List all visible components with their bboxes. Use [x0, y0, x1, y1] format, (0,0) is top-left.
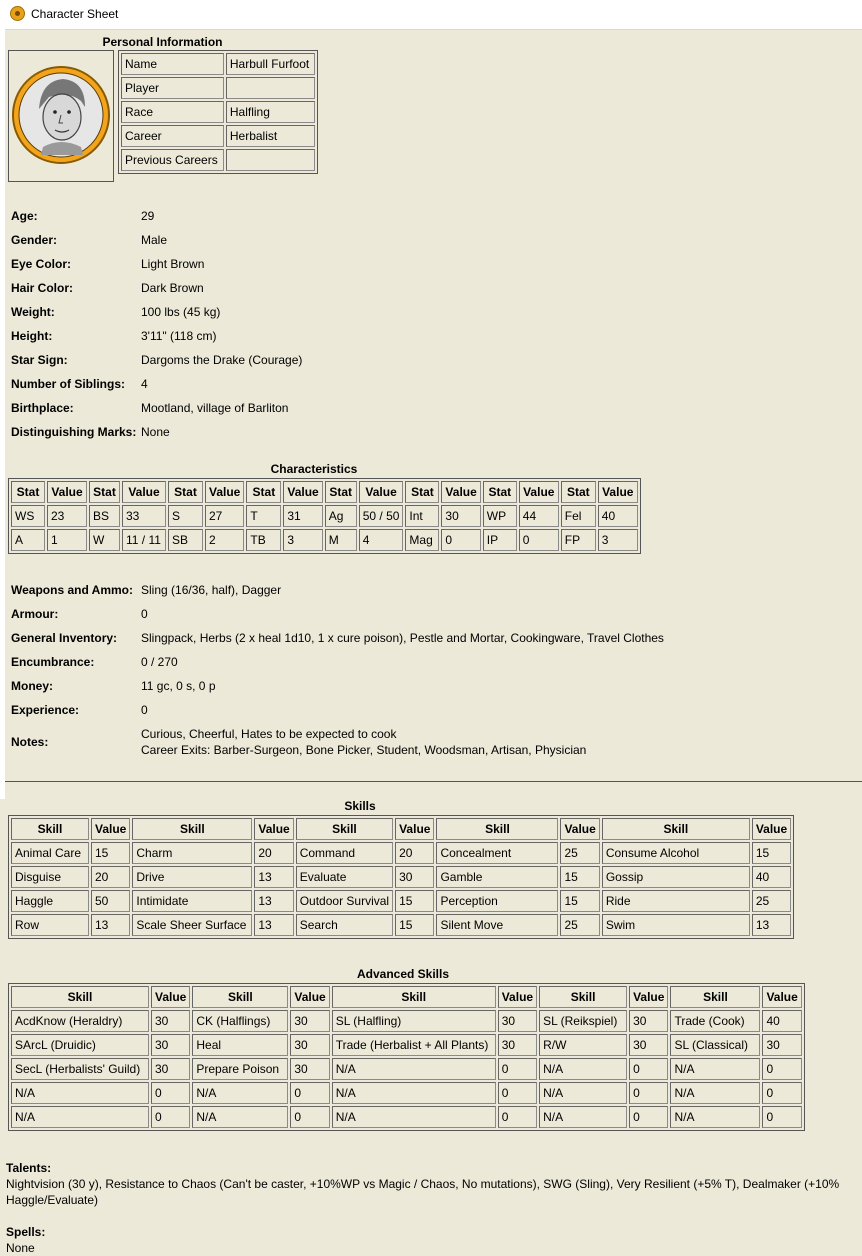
detail-value: Light Brown	[141, 257, 205, 271]
name-cell: N/A	[670, 1058, 760, 1080]
table-row	[11, 529, 638, 551]
name-cell: R/W	[539, 1034, 627, 1056]
value-cell: 13	[254, 866, 293, 888]
value-cell: 0	[441, 529, 480, 551]
name-cell: Row	[11, 914, 89, 936]
value-cell: 20	[254, 842, 293, 864]
value-cell: 15	[395, 914, 434, 936]
column-header: Stat	[405, 481, 439, 503]
name-cell: N/A	[539, 1058, 627, 1080]
advanced-skills-table	[8, 983, 805, 1131]
column-header: Skill	[602, 818, 750, 840]
column-header: Skill	[436, 818, 558, 840]
table-row	[11, 1082, 802, 1104]
personal-info-table	[118, 50, 318, 174]
name-cell: N/A	[11, 1082, 149, 1104]
personal-value	[226, 149, 315, 171]
column-header: Value	[395, 818, 434, 840]
table-row	[121, 53, 315, 75]
value-cell: 40	[598, 505, 638, 527]
talents-line: Haggle/Evaluate)	[6, 1193, 99, 1207]
value-cell: 15	[560, 866, 599, 888]
value-cell: 0	[629, 1106, 668, 1128]
value-cell: 30	[151, 1010, 190, 1032]
value-cell: 30	[290, 1010, 329, 1032]
name-cell: Outdoor Survival	[296, 890, 393, 912]
column-header: Value	[151, 986, 190, 1008]
value-cell: 0	[762, 1082, 801, 1104]
equipment-value: 0	[141, 607, 148, 621]
value-cell: 4	[359, 529, 404, 551]
name-cell: T	[246, 505, 281, 527]
name-cell: FP	[561, 529, 596, 551]
column-header: Value	[498, 986, 537, 1008]
column-header: Value	[283, 481, 322, 503]
value-cell: 25	[560, 842, 599, 864]
table-row	[121, 101, 315, 123]
name-cell: Perception	[436, 890, 558, 912]
detail-value: None	[141, 425, 170, 439]
value-cell: 3	[598, 529, 638, 551]
title-bar	[0, 0, 862, 30]
detail-value: Dargoms the Drake (Courage)	[141, 353, 303, 367]
name-cell: Evaluate	[296, 866, 393, 888]
value-cell: 33	[122, 505, 166, 527]
value-cell: 0	[519, 529, 559, 551]
name-cell: SL (Classical)	[670, 1034, 760, 1056]
name-cell: Fel	[561, 505, 596, 527]
column-header: Skill	[192, 986, 288, 1008]
personal-value: Herbalist	[226, 125, 315, 147]
name-cell: Concealment	[436, 842, 558, 864]
value-cell: 50	[91, 890, 130, 912]
value-cell: 13	[254, 914, 293, 936]
value-cell: 3	[283, 529, 322, 551]
detail-value: 4	[141, 377, 148, 391]
value-cell: 11 / 11	[122, 529, 166, 551]
name-cell: N/A	[332, 1058, 496, 1080]
name-cell: Consume Alcohol	[602, 842, 750, 864]
column-header: Value	[290, 986, 329, 1008]
value-cell: 40	[762, 1010, 801, 1032]
value-cell: 20	[91, 866, 130, 888]
table-row	[11, 1034, 802, 1056]
table-row	[121, 77, 315, 99]
detail-label: Hair Color:	[11, 281, 74, 295]
table-row	[11, 842, 791, 864]
value-cell: 15	[395, 890, 434, 912]
value-cell: 40	[752, 866, 791, 888]
column-header: Skill	[670, 986, 760, 1008]
notes-line: Career Exits: Barber-Surgeon, Bone Picker, Student, Woodsman, Artisan, Physician	[141, 743, 587, 757]
value-cell: 0	[290, 1082, 329, 1104]
table-row	[11, 505, 638, 527]
personal-label: Previous Careers	[121, 149, 224, 171]
value-cell: 0	[629, 1082, 668, 1104]
equipment-value: Slingpack, Herbs (2 x heal 1d10, 1 x cure poison), Pestle and Mortar, Cookingware, Travel Clothes	[141, 631, 664, 645]
name-cell: Ride	[602, 890, 750, 912]
section-divider	[5, 781, 862, 782]
column-header: Stat	[483, 481, 517, 503]
name-cell: Search	[296, 914, 393, 936]
name-cell: N/A	[539, 1082, 627, 1104]
name-cell: SB	[168, 529, 203, 551]
name-cell: Gamble	[436, 866, 558, 888]
detail-label: Weight:	[11, 305, 55, 319]
header-row	[11, 986, 802, 1008]
column-header: Stat	[168, 481, 203, 503]
equipment-label: Experience:	[11, 703, 80, 717]
table-row	[121, 149, 315, 171]
name-cell: N/A	[670, 1106, 760, 1128]
value-cell: 30	[498, 1010, 537, 1032]
column-header: Value	[560, 818, 599, 840]
name-cell: N/A	[332, 1082, 496, 1104]
name-cell: AcdKnow (Heraldry)	[11, 1010, 149, 1032]
name-cell: SecL (Herbalists' Guild)	[11, 1058, 149, 1080]
name-cell: Heal	[192, 1034, 288, 1056]
value-cell: 25	[560, 914, 599, 936]
column-header: Value	[762, 986, 801, 1008]
name-cell: A	[11, 529, 45, 551]
value-cell: 30	[151, 1058, 190, 1080]
value-cell: 30	[395, 866, 434, 888]
value-cell: 0	[498, 1058, 537, 1080]
name-cell: SL (Reikspiel)	[539, 1010, 627, 1032]
detail-value: 3'11" (118 cm)	[141, 329, 217, 343]
name-cell: N/A	[539, 1106, 627, 1128]
column-header: Skill	[539, 986, 627, 1008]
personal-label: Race	[121, 101, 224, 123]
value-cell: 30	[498, 1034, 537, 1056]
column-header: Skill	[332, 986, 496, 1008]
portrait-frame	[8, 50, 114, 182]
value-cell: 44	[519, 505, 559, 527]
value-cell: 30	[762, 1034, 801, 1056]
name-cell: S	[168, 505, 203, 527]
detail-value: Dark Brown	[141, 281, 204, 295]
column-header: Value	[629, 986, 668, 1008]
column-header: Stat	[561, 481, 596, 503]
value-cell: 30	[629, 1034, 668, 1056]
column-header: Value	[752, 818, 791, 840]
value-cell: 0	[151, 1106, 190, 1128]
column-header: Stat	[246, 481, 281, 503]
detail-label: Star Sign:	[11, 353, 68, 367]
table-row	[11, 1058, 802, 1080]
name-cell: SL (Halfling)	[332, 1010, 496, 1032]
name-cell: Charm	[132, 842, 252, 864]
personal-label: Career	[121, 125, 224, 147]
name-cell: Silent Move	[436, 914, 558, 936]
app-icon	[10, 6, 25, 21]
value-cell: 15	[91, 842, 130, 864]
name-cell: N/A	[192, 1106, 288, 1128]
personal-label: Name	[121, 53, 224, 75]
name-cell: N/A	[11, 1106, 149, 1128]
column-header: Value	[441, 481, 480, 503]
name-cell: Prepare Poison	[192, 1058, 288, 1080]
spells-value: None	[6, 1241, 35, 1255]
value-cell: 27	[205, 505, 244, 527]
equipment-label: Money:	[11, 679, 53, 693]
table-row	[11, 914, 791, 936]
name-cell: BS	[89, 505, 120, 527]
value-cell: 0	[498, 1106, 537, 1128]
detail-label: Number of Siblings:	[11, 377, 125, 391]
left-edge	[0, 29, 5, 799]
name-cell: Scale Sheer Surface	[132, 914, 252, 936]
notes-label: Notes:	[11, 735, 49, 749]
table-row	[11, 890, 791, 912]
equipment-value: 0	[141, 703, 148, 717]
name-cell: Intimidate	[132, 890, 252, 912]
column-header: Skill	[296, 818, 393, 840]
name-cell: TB	[246, 529, 281, 551]
equipment-label: Weapons and Ammo:	[11, 583, 134, 597]
personal-heading: Personal Information	[102, 35, 223, 49]
name-cell: WS	[11, 505, 45, 527]
value-cell: 0	[762, 1106, 801, 1128]
characteristics-heading: Characteristics	[270, 462, 358, 476]
value-cell: 13	[91, 914, 130, 936]
value-cell: 15	[752, 842, 791, 864]
spells-label: Spells:	[6, 1225, 46, 1239]
table-row	[11, 1106, 802, 1128]
column-header: Stat	[11, 481, 45, 503]
equipment-label: General Inventory:	[11, 631, 118, 645]
value-cell: 30	[441, 505, 480, 527]
window-title: Character Sheet	[31, 7, 119, 21]
name-cell: N/A	[332, 1106, 496, 1128]
name-cell: Trade (Herbalist + All Plants)	[332, 1034, 496, 1056]
table-row	[121, 125, 315, 147]
column-header: Stat	[89, 481, 120, 503]
equipment-value: Sling (16/36, half), Dagger	[141, 583, 282, 597]
name-cell: N/A	[192, 1082, 288, 1104]
name-cell: Trade (Cook)	[670, 1010, 760, 1032]
column-header: Value	[359, 481, 404, 503]
value-cell: 1	[47, 529, 87, 551]
value-cell: 15	[560, 890, 599, 912]
name-cell: IP	[483, 529, 517, 551]
name-cell: N/A	[670, 1082, 760, 1104]
table-row	[11, 866, 791, 888]
column-header: Value	[47, 481, 87, 503]
value-cell: 0	[629, 1058, 668, 1080]
value-cell: 50 / 50	[359, 505, 404, 527]
detail-label: Age:	[11, 209, 38, 223]
detail-label: Height:	[11, 329, 53, 343]
column-header: Value	[598, 481, 638, 503]
name-cell: Command	[296, 842, 393, 864]
detail-label: Eye Color:	[11, 257, 72, 271]
equipment-label: Encumbrance:	[11, 655, 95, 669]
equipment-label: Armour:	[11, 607, 59, 621]
value-cell: 25	[752, 890, 791, 912]
character-portrait	[9, 51, 113, 181]
name-cell: M	[325, 529, 357, 551]
skills-heading: Skills	[344, 799, 376, 813]
personal-label: Player	[121, 77, 224, 99]
detail-value: Mootland, village of Barliton	[141, 401, 289, 415]
value-cell: 13	[752, 914, 791, 936]
value-cell: 30	[629, 1010, 668, 1032]
value-cell: 20	[395, 842, 434, 864]
header-row	[11, 481, 638, 503]
value-cell: 30	[151, 1034, 190, 1056]
personal-value: Harbull Furfoot	[226, 53, 315, 75]
column-header: Skill	[11, 986, 149, 1008]
column-header: Value	[205, 481, 244, 503]
name-cell: Mag	[405, 529, 439, 551]
equipment-value: 11 gc, 0 s, 0 p	[141, 679, 216, 693]
name-cell: Int	[405, 505, 439, 527]
name-cell: WP	[483, 505, 517, 527]
equipment-value: 0 / 270	[141, 655, 178, 669]
value-cell: 30	[290, 1058, 329, 1080]
name-cell: Disguise	[11, 866, 89, 888]
column-header: Value	[91, 818, 130, 840]
value-cell: 0	[151, 1082, 190, 1104]
detail-label: Birthplace:	[11, 401, 74, 415]
personal-value: Halfling	[226, 101, 315, 123]
column-header: Stat	[325, 481, 357, 503]
skills-table	[8, 815, 794, 939]
name-cell: CK (Halflings)	[192, 1010, 288, 1032]
notes-line: Curious, Cheerful, Hates to be expected to cook	[141, 727, 397, 741]
column-header: Skill	[132, 818, 252, 840]
detail-label: Distinguishing Marks:	[11, 425, 137, 439]
value-cell: 2	[205, 529, 244, 551]
name-cell: Haggle	[11, 890, 89, 912]
value-cell: 0	[498, 1082, 537, 1104]
detail-value: 29	[141, 209, 155, 223]
name-cell: Drive	[132, 866, 252, 888]
name-cell: Gossip	[602, 866, 750, 888]
value-cell: 23	[47, 505, 87, 527]
value-cell: 13	[254, 890, 293, 912]
table-row	[11, 1010, 802, 1032]
personal-value	[226, 77, 315, 99]
value-cell: 0	[290, 1106, 329, 1128]
name-cell: Ag	[325, 505, 357, 527]
value-cell: 0	[762, 1058, 801, 1080]
name-cell: SArcL (Druidic)	[11, 1034, 149, 1056]
column-header: Value	[122, 481, 166, 503]
column-header: Value	[519, 481, 559, 503]
detail-value: 100 lbs (45 kg)	[141, 305, 221, 319]
value-cell: 30	[290, 1034, 329, 1056]
advanced-skills-heading: Advanced Skills	[356, 967, 450, 981]
column-header: Skill	[11, 818, 89, 840]
talents-label: Talents:	[6, 1161, 52, 1175]
name-cell: Animal Care	[11, 842, 89, 864]
column-header: Value	[254, 818, 293, 840]
name-cell: Swim	[602, 914, 750, 936]
characteristics-table	[8, 478, 641, 554]
talents-line: Nightvision (30 y), Resistance to Chaos (Can't be caster, +10%WP vs Magic / Chaos, No mutations), SWG (Sling), Very Resilient (+5% T), Dealmaker (+10%	[6, 1177, 840, 1191]
header-row	[11, 818, 791, 840]
detail-value: Male	[141, 233, 168, 247]
name-cell: W	[89, 529, 120, 551]
detail-label: Gender:	[11, 233, 58, 247]
value-cell: 31	[283, 505, 322, 527]
